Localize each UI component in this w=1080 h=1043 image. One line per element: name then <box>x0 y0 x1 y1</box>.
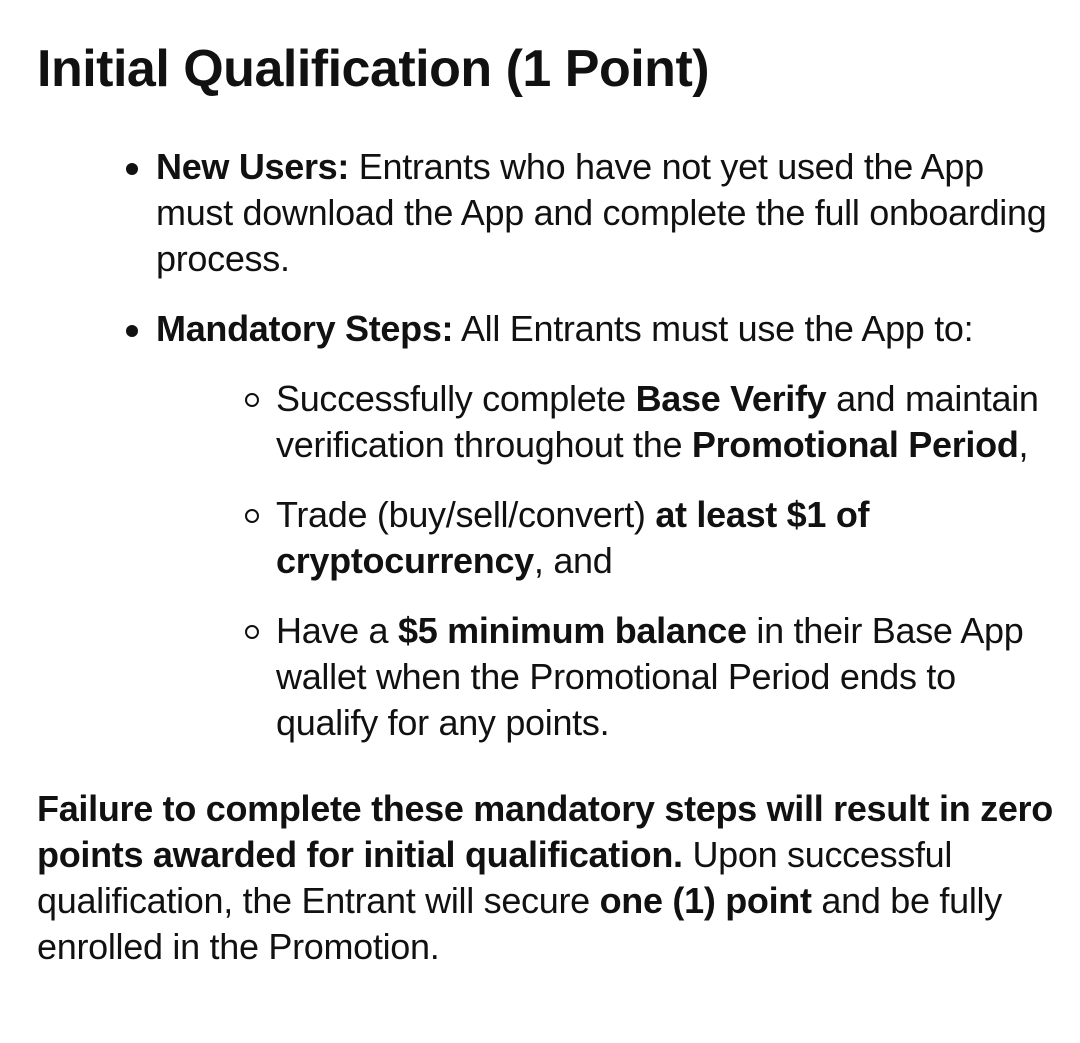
summary-bold-one-point: one (1) point <box>599 880 812 921</box>
step-2-pre: Trade (buy/sell/convert) <box>276 494 656 535</box>
step-2-post: , and <box>533 540 613 581</box>
bullet-circle-icon <box>245 509 259 523</box>
step-3-pre: Have a <box>276 610 398 651</box>
summary-paragraph <box>37 786 1056 970</box>
step-3-bold: $5 minimum balance <box>397 610 747 651</box>
bullet-circle-icon <box>245 625 259 639</box>
step-minimum-balance <box>156 608 1056 746</box>
step-1-bold-promotional-period: Promotional Period <box>691 424 1019 465</box>
mandatory-steps-text: All Entrants must use the App to: <box>453 308 974 349</box>
bullet-disc-icon <box>126 163 138 175</box>
summary-text-1: Upon successful qualification, the Entrant will secure <box>37 834 953 921</box>
step-base-verify <box>156 376 1056 468</box>
summary-bold-failure: Failure to complete these mandatory steps will result in zero points awarded for initial qualification. <box>37 788 1053 875</box>
bullet-disc-icon <box>126 325 138 337</box>
step-1-post: , <box>1018 424 1029 465</box>
step-3-post: in their Base App wallet when the Promotional Period ends to qualify for any points. <box>276 610 1024 743</box>
mandatory-steps-label: Mandatory Steps: <box>156 308 454 349</box>
step-trade <box>156 492 1056 584</box>
bullet-circle-icon <box>245 393 259 407</box>
qualification-list <box>37 144 1056 746</box>
mandatory-steps-sublist <box>156 376 1056 746</box>
summary-text-2: and be fully enrolled in the Promotion. <box>37 880 1002 967</box>
new-users-label: New Users: <box>156 146 350 187</box>
step-1-pre: Successfully complete <box>276 378 636 419</box>
step-2-bold: at least $1 of cryptocurrency <box>276 494 870 581</box>
list-item-mandatory-steps <box>37 306 1056 746</box>
list-item-new-users <box>37 144 1056 282</box>
page-title: Initial Qualification (1 Point) <box>37 40 710 98</box>
new-users-text: Entrants who have not yet used the App must download the App and complete the full onboarding process. <box>156 146 1047 279</box>
step-1-mid: and maintain verification throughout the <box>276 378 1039 465</box>
step-1-bold-base-verify: Base Verify <box>635 378 827 419</box>
